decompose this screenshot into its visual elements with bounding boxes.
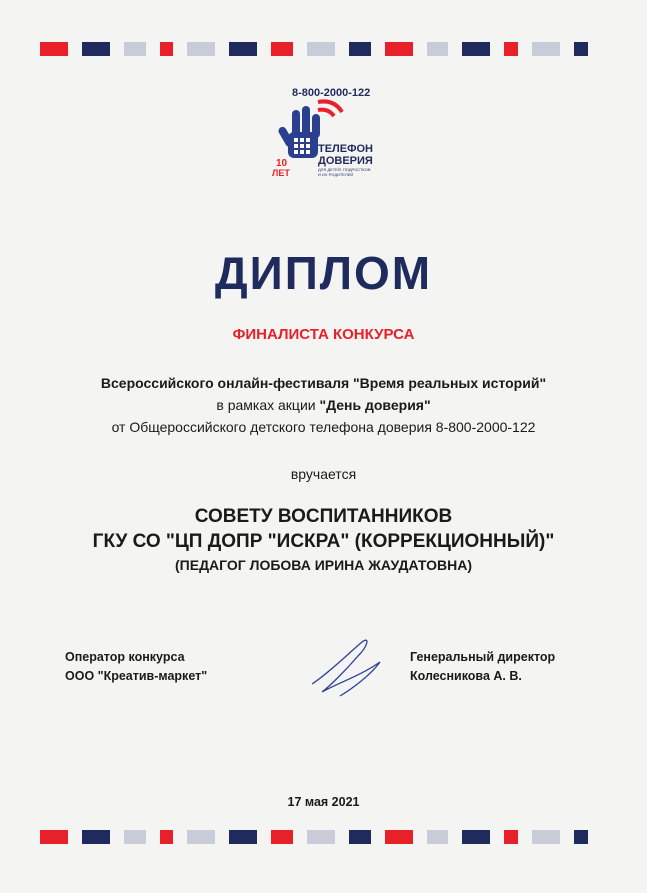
logo-line2: ДОВЕРИЯ xyxy=(318,155,373,167)
recipient-line-2: ГКУ СО "ЦП ДОПР "ИСКРА" (КОРРЕКЦИОННЫЙ)" xyxy=(92,531,555,552)
stripe-grey xyxy=(187,42,215,56)
stripe-navy xyxy=(349,830,371,844)
logo-years-number: 10 xyxy=(276,158,288,169)
stripe-navy xyxy=(574,830,588,844)
top-decorative-stripe xyxy=(40,42,602,56)
issue-date: 17 мая 2021 xyxy=(287,795,360,809)
director-name: Колесникова А. В. xyxy=(410,669,522,683)
director-label: Генеральный директор xyxy=(410,650,556,664)
logo-years-word: ЛЕТ xyxy=(272,168,290,178)
stripe-navy xyxy=(82,830,110,844)
helpline-logo xyxy=(262,80,384,180)
stripe-red xyxy=(40,42,68,56)
stripe-red xyxy=(271,830,293,844)
description-line-3: от Общероссийского детского телефона доверия 8-800-2000-122 xyxy=(111,419,536,435)
stripe-grey xyxy=(427,42,449,56)
campaign-prefix: в рамках акции xyxy=(216,397,320,413)
recipient-teacher: (ПЕДАГОГ ЛОБОВА ИРИНА ЖАУДАТОВНА) xyxy=(175,557,472,573)
stripe-red xyxy=(385,830,413,844)
operator-label: Оператор конкурса xyxy=(65,650,185,664)
stripe-navy xyxy=(82,42,110,56)
stripe-red xyxy=(504,830,518,844)
signature xyxy=(300,632,400,702)
logo-tagline1: ДЛЯ ДЕТЕЙ, ПОДРОСТКОВ xyxy=(318,167,371,172)
logo-phone-number: 8-800-2000-122 xyxy=(292,87,371,99)
diploma-description xyxy=(0,372,647,438)
operator-name: ООО "Креатив-маркет" xyxy=(65,669,208,683)
operator-block xyxy=(65,648,207,686)
stripe-red xyxy=(160,830,174,844)
stripe-grey xyxy=(124,830,146,844)
bottom-decorative-stripe xyxy=(40,830,602,844)
stripe-navy xyxy=(462,42,490,56)
stripe-grey xyxy=(532,830,560,844)
stripe-navy xyxy=(574,42,588,56)
page-title: ДИПЛОМ xyxy=(214,247,433,299)
recipient-line-1: СОВЕТУ ВОСПИТАННИКОВ xyxy=(194,506,453,527)
stripe-grey xyxy=(307,830,335,844)
page-subtitle: ФИНАЛИСТА КОНКУРСА xyxy=(232,326,415,343)
stripe-grey xyxy=(307,42,335,56)
stripe-grey xyxy=(427,830,449,844)
logo-line1: ТЕЛЕФОН xyxy=(318,143,373,155)
handed-text: вручается xyxy=(290,466,357,482)
stripe-red xyxy=(160,42,174,56)
stripe-navy xyxy=(229,830,257,844)
recipient-block xyxy=(0,504,647,576)
stripe-navy xyxy=(462,830,490,844)
hand-phone-icon xyxy=(262,80,384,180)
description-line-1 xyxy=(0,372,647,394)
stripe-red xyxy=(40,830,68,844)
campaign-name: "День доверия" xyxy=(319,397,431,413)
director-block xyxy=(410,648,555,686)
stripe-navy xyxy=(229,42,257,56)
stripe-red xyxy=(385,42,413,56)
festival-prefix: Всероссийского онлайн-фестиваля xyxy=(100,375,354,391)
festival-name: "Время реальных историй" xyxy=(353,375,547,391)
stripe-grey xyxy=(187,830,215,844)
stripe-grey xyxy=(124,42,146,56)
description-line-2 xyxy=(0,394,647,416)
stripe-red xyxy=(271,42,293,56)
logo-tagline2: И ИХ РОДИТЕЛЕЙ xyxy=(318,172,354,177)
stripe-navy xyxy=(349,42,371,56)
stripe-grey xyxy=(532,42,560,56)
stripe-red xyxy=(504,42,518,56)
